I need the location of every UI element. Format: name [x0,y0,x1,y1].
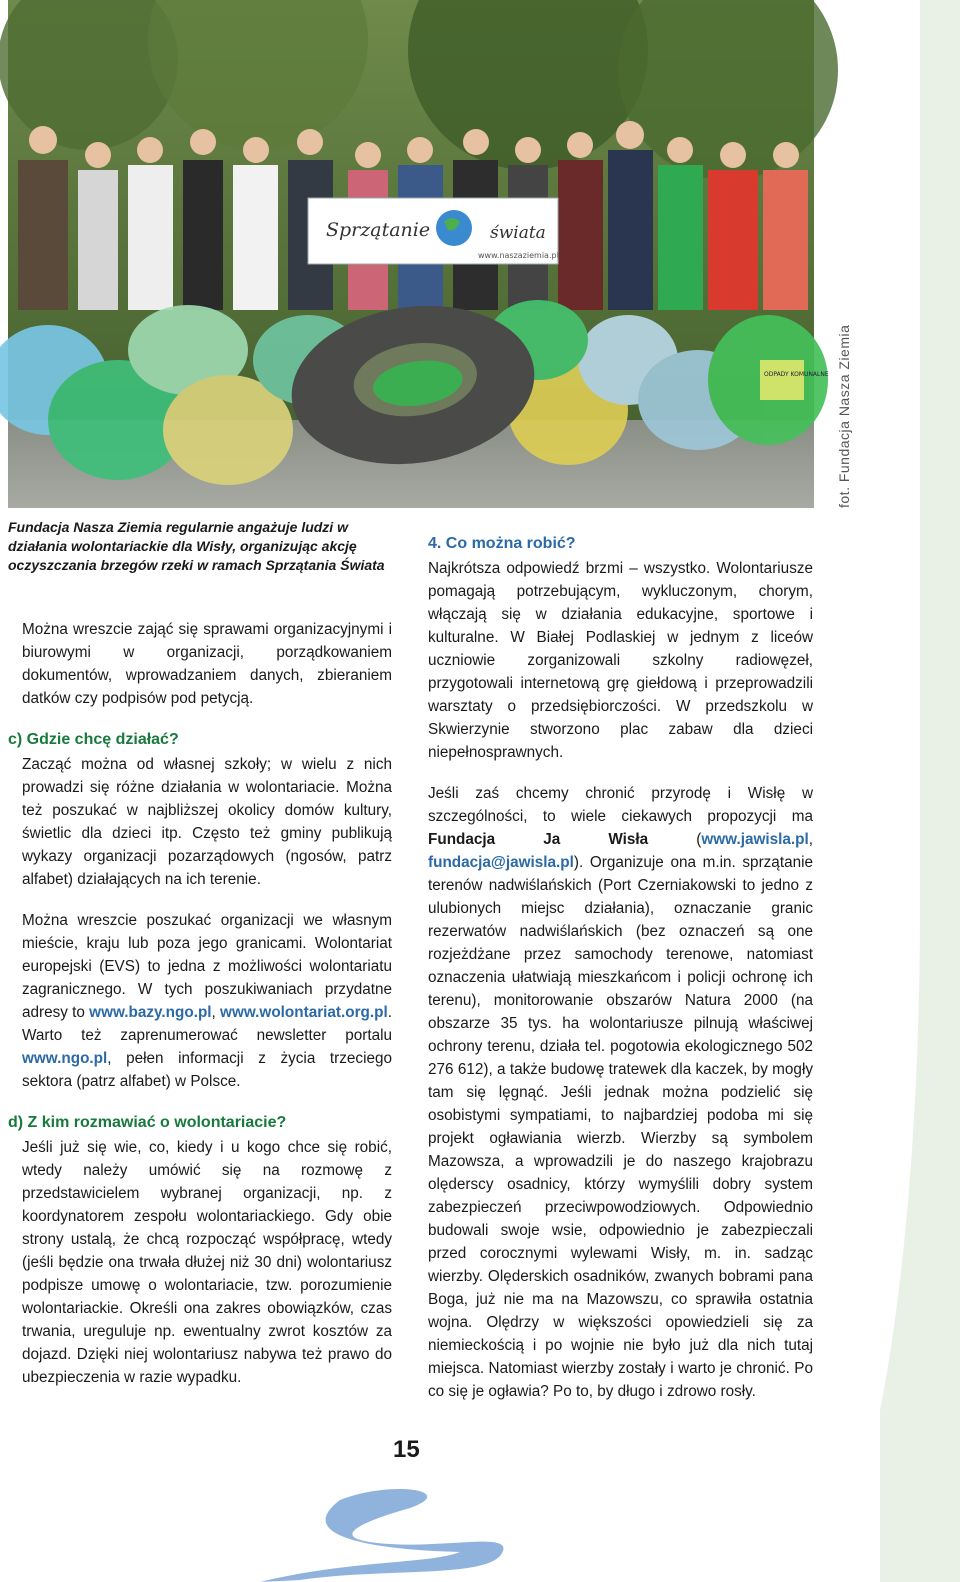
left-column [8,618,392,1407]
link-ngo[interactable]: www.ngo.pl [22,1050,108,1067]
separator: , [808,831,813,848]
search-text-mid: . Warto też zaprenumerować newsletter portalu [22,1004,392,1044]
heading-what-to-do: 4. Co można robić? [428,535,576,552]
ja-wisla-intro: Jeśli zaś chcemy chronić przyrodę i Wisłę w szczególności, to wiele ciekawych propozycji ma [428,785,813,825]
paragraph-search-organizations [22,909,392,1093]
paragraph-what-to-do: Najkrótsza odpowiedź brzmi – wszystko. Wolontariusze pomagają potrzebującym, wykluczonym, chorym, włączają się w działania edukacyjne, sportowe i kulturalne. W Białej Podlaskiej w jednym z liceów uczniowie zorganizowali szkolny radiowęzeł, przygotowali internetową grę giełdową i przeprowadzili warsztaty o przedsiębiorczości. W przedszkolu w Skwierzynie stworzono plac zabaw dla dzieci niepełnosprawnych. [428,560,813,761]
paragraph-who-to-talk: Jeśli już się wie, co, kiedy i u kogo chce się robić, wtedy należy umówić się na rozmowę z przedstawicielem wybranej organizacji, np. z koordynatorem zespołu wolontariackiego. Gdy obie strony ustalą, że chcą rozpocząć współpracę, wtedy (jeśli będzie ona trwała dłużej niż 30 dni) wolontariusz podpisze umowę o wolontariacie, tzw. porozumienie wolontariackie. Określi ona zakres obowiązków, czas trwania, ureguluje np. ewentualny zwrot kosztów za dojazd. Dzięki niej wolontariusz nabywa też prawo do ubezpieczenia w razie wypadku. [22,1139,392,1386]
banner-title-right: świata [490,223,546,243]
right-column [428,532,813,1421]
page-number: 15 [393,1436,420,1463]
paragraph-organizational: Można wreszcie zająć się sprawami organizacyjnymi i biurowymi w organizacji, porządkowaniem dokumentów, wprowadzaniem danych, zbieraniem datków czy podpisów pod petycją. [22,621,392,707]
paragraph-ja-wisla [428,782,813,1403]
link-email-jawisla[interactable]: fundacja@jawisla.pl [428,854,574,871]
paragraph-where-to-act: Zacząć można od własnej szkoły; w wielu z nich prowadzi się różne działania w wolontariacie. Można też poszukać w najbliższej okolicy domów kultury, świetlic dla dzieci itp. Często też gminy publikują wykazy organizacji pozarządowych (ngosów, patrz alfabet) działających na ich terenie. [22,756,392,888]
link-wolontariat[interactable]: www.wolontariat.org.pl [220,1004,388,1021]
banner-url: www.naszaziemia.pl [478,251,559,260]
photo-credit: fot. Fundacja Nasza Ziemia [836,324,852,508]
bag-label: ODPADY KOMUNALNE [764,371,829,378]
search-text-end: , pełen informacji z życia trzeciego sektora (patrz alfabet) w Polsce. [22,1050,392,1090]
link-jawisla[interactable]: www.jawisla.pl [701,831,809,848]
link-bazy-ngo[interactable]: www.bazy.ngo.pl [89,1004,212,1021]
ja-wisla-rest: ). Organizuje ona m.in. sprzątanie terenów nadwiślańskich (Port Czerniakowski to jedno z ulubionych miejsc działania), oznaczanie granic rezerwatów nadwiślańskich (bez oznaczeń są one rozjeżdżane przez samochody terenowe, natomiast oznaczenia ułatwiają mieszkańcom i policji ochronę ich terenu), monitorowanie obszarów Natura 2000 (na obszarze 35 tys. ha wolontariusze pilnują właściwej ochrony terenu, działa tel. pogotowia ekologicznego 502 276 612), a także budowę tratewek dla kaczek, by mogły tam się lęgnąć. Jeśli jednak można podzielić się osobistymi sympatiami, to najbardziej podoba mi się projekt ogławiania wierzb. Wierzby są symbolem Mazowsza, a wprowadzili je do naszego krajobrazu olęderscy osadnicy, którzy wymyślili dobry system zabezpieczeń przeciwpowodziowych. Odpowiednio budowali swoje wsie, odpowiednio je zabezpieczali przed corocznymi wylewami Wisły, m. in. sadząc wierzby. Olęderskich osadników, zwanych bobrami pana Boga, już nie ma na Mazowszu, co sprawiła ostatnia wojna. Olędrzy w większości opowiedzieli się za niemieckością i po wojnie nie było już dla nich tutaj miejsca. Natomiast wierzby zostały i warto je chronić. Po co się je ogławia? Po to, by długo i zdrowo rosły. [428,854,813,1400]
paren-open: ( [648,831,702,848]
cleanup-photo [8,0,829,508]
decorative-wave [260,1460,550,1582]
heading-where-to-act: c) Gdzie chcę działać? [8,731,179,748]
banner-title-left: Sprzątanie [326,219,431,241]
photo-caption: Fundacja Nasza Ziemia regularnie angażuje ludzi w działania wolontariackie dla Wisły, organizując akcję oczyszczania brzegów rzeki w ramach Sprzątania Świata [8,519,385,573]
heading-who-to-talk: d) Z kim rozmawiać o wolontariacie? [8,1114,287,1131]
org-name: Fundacja Ja Wisła [428,831,649,848]
separator: , [211,1004,221,1021]
search-text: Można wreszcie poszukać organizacji we własnym mieście, kraju lub poza jego granicami. Wolontariat europejski (EVS) to jedna z możliwości wolontariatu zagranicznego. W tych poszukiwaniach przydatne adresy to [22,912,392,1021]
